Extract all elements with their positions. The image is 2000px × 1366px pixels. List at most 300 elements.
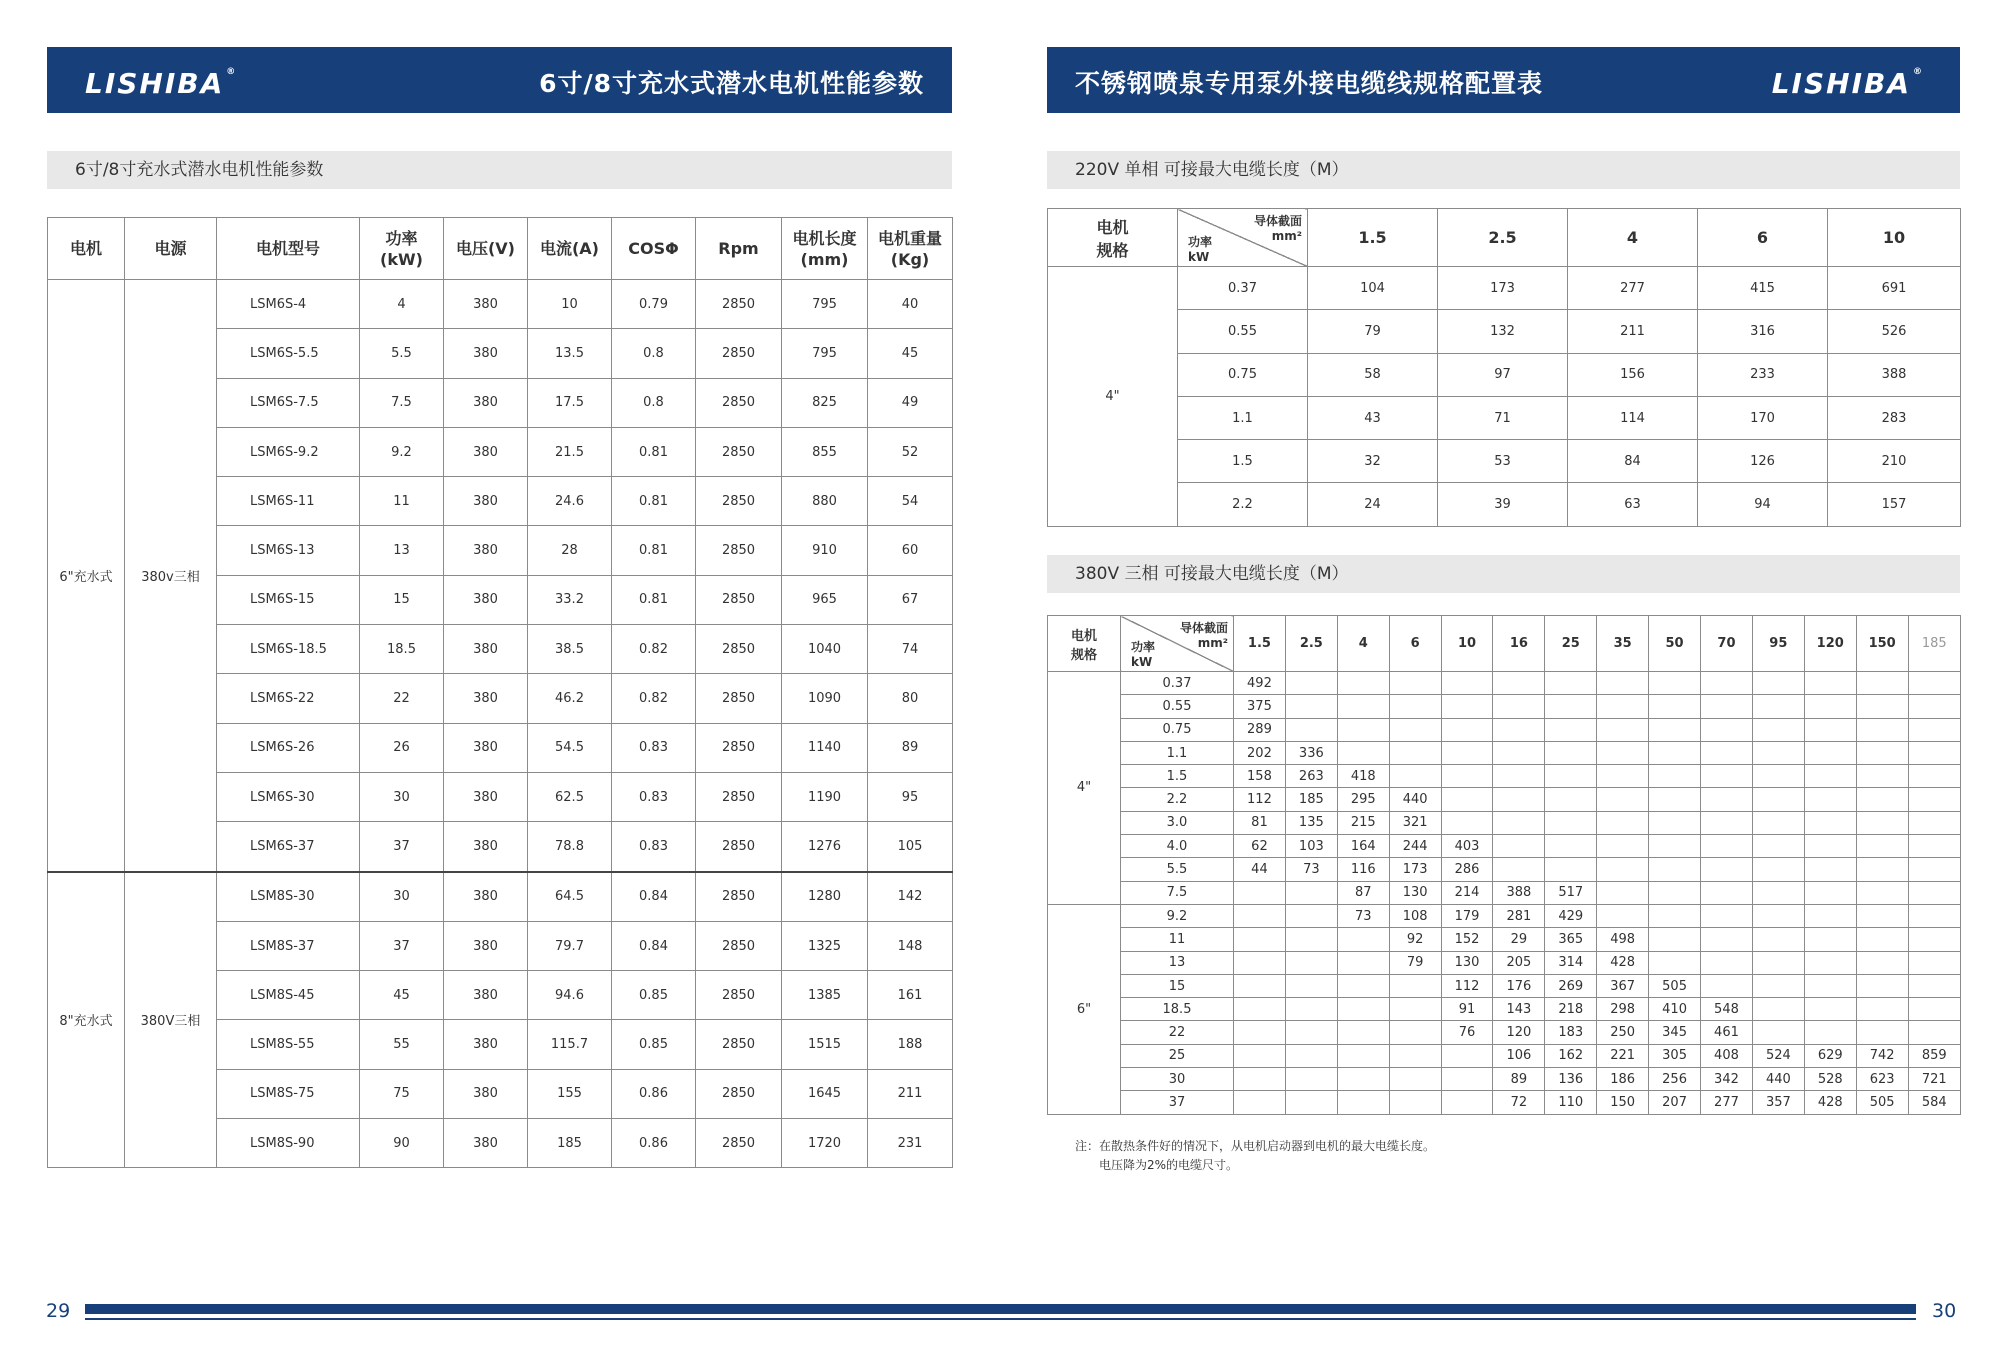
t380-power-cell: 9.2 — [1121, 904, 1234, 927]
t380-length-cell — [1441, 811, 1493, 834]
t380-length-cell: 81 — [1234, 811, 1286, 834]
t380-length-cell — [1856, 765, 1908, 788]
t380-length-cell — [1649, 928, 1701, 951]
cell-power: 30 — [360, 772, 444, 821]
t380-length-cell: 286 — [1441, 858, 1493, 881]
t380-length-cell: 440 — [1389, 788, 1441, 811]
cell-rpm: 2850 — [696, 1119, 782, 1168]
t380-length-cell: 215 — [1337, 811, 1389, 834]
t380-length-cell — [1597, 788, 1649, 811]
motor-type-cell: 8"充水式 — [48, 872, 125, 1168]
t380-length-cell: 108 — [1389, 904, 1441, 927]
t380-length-cell — [1337, 1044, 1389, 1067]
t380-length-cell: 164 — [1337, 835, 1389, 858]
cell-rpm: 2850 — [696, 1020, 782, 1069]
cell-cos: 0.79 — [612, 280, 696, 329]
t380-length-cell — [1701, 858, 1753, 881]
cell-weight: 49 — [868, 378, 953, 427]
t380-length-cell — [1285, 672, 1337, 695]
t380-length-cell: 418 — [1337, 765, 1389, 788]
t380-length-cell — [1545, 788, 1597, 811]
t380-length-cell: 44 — [1234, 858, 1286, 881]
t380-length-cell — [1908, 998, 1960, 1021]
cell-length: 1280 — [782, 872, 868, 922]
cell-rpm: 2850 — [696, 329, 782, 378]
t380-length-cell — [1804, 858, 1856, 881]
cell-voltage: 380 — [444, 575, 528, 624]
t380-length-cell: 461 — [1701, 1021, 1753, 1044]
t380-length-cell — [1701, 881, 1753, 904]
t220-length-cell: 283 — [1828, 396, 1961, 439]
t380-length-cell — [1285, 695, 1337, 718]
t380-length-cell — [1597, 858, 1649, 881]
t380-length-cell — [1441, 672, 1493, 695]
t380-length-cell — [1493, 672, 1545, 695]
table-row — [48, 872, 953, 922]
cell-cos: 0.81 — [612, 575, 696, 624]
cell-model: LSM8S-30 — [217, 872, 360, 922]
t220-length-cell: 63 — [1568, 483, 1698, 526]
t220-corner-header — [1178, 209, 1308, 267]
t380-power-cell: 4.0 — [1121, 835, 1234, 858]
t380-length-cell: 205 — [1493, 951, 1545, 974]
t380-length-cell — [1804, 998, 1856, 1021]
t380-length-cell — [1752, 951, 1804, 974]
t380-length-cell: 295 — [1337, 788, 1389, 811]
cell-current: 33.2 — [528, 575, 612, 624]
cell-current: 115.7 — [528, 1020, 612, 1069]
cell-length: 1515 — [782, 1020, 868, 1069]
cell-voltage: 380 — [444, 1069, 528, 1118]
t380-length-cell — [1804, 904, 1856, 927]
cell-voltage: 380 — [444, 674, 528, 723]
t380-length-cell — [1752, 904, 1804, 927]
t220-length-cell: 97 — [1438, 353, 1568, 396]
t380-length-cell — [1752, 881, 1804, 904]
left-title-banner — [47, 47, 952, 113]
t380-length-cell — [1545, 835, 1597, 858]
cell-voltage: 380 — [444, 280, 528, 329]
t220-row — [1048, 353, 1961, 396]
t380-length-cell — [1285, 718, 1337, 741]
t380-length-cell — [1649, 811, 1701, 834]
t380-length-cell — [1337, 1091, 1389, 1114]
t380-size-header: 120 — [1804, 616, 1856, 672]
t380-length-cell — [1597, 718, 1649, 741]
t380-length-cell — [1649, 788, 1701, 811]
t380-length-cell: 92 — [1389, 928, 1441, 951]
t380-length-cell — [1441, 788, 1493, 811]
cell-cos: 0.84 — [612, 921, 696, 970]
t380-length-cell: 289 — [1234, 718, 1286, 741]
t380-length-cell — [1234, 1021, 1286, 1044]
cell-model: LSM8S-37 — [217, 921, 360, 970]
header-power: 功率 (kW) — [360, 218, 444, 280]
t380-length-cell: 176 — [1493, 974, 1545, 997]
t380-length-cell — [1856, 858, 1908, 881]
cell-rpm: 2850 — [696, 625, 782, 674]
t220-length-cell: 126 — [1698, 440, 1828, 483]
t380-motor-cell: 4" — [1048, 672, 1121, 905]
t220-length-cell: 32 — [1308, 440, 1438, 483]
t380-length-cell — [1804, 718, 1856, 741]
cell-rpm: 2850 — [696, 477, 782, 526]
t380-length-cell: 505 — [1649, 974, 1701, 997]
t380-length-cell — [1856, 811, 1908, 834]
t220-cross-section-label: 导体截面 mm² — [1253, 214, 1302, 243]
t380-length-cell — [1493, 811, 1545, 834]
cell-weight: 60 — [868, 526, 953, 575]
cell-cos: 0.82 — [612, 625, 696, 674]
t380-length-cell — [1908, 718, 1960, 741]
t380-size-header: 50 — [1649, 616, 1701, 672]
cell-weight: 89 — [868, 723, 953, 772]
t380-size-header: 185 — [1908, 616, 1960, 672]
t380-length-cell — [1701, 811, 1753, 834]
cable-380v-table — [1047, 615, 1961, 1115]
t380-length-cell: 162 — [1545, 1044, 1597, 1067]
t220-power-cell: 2.2 — [1178, 483, 1308, 526]
cell-voltage: 380 — [444, 378, 528, 427]
cell-length: 1276 — [782, 822, 868, 872]
t380-length-cell — [1545, 858, 1597, 881]
t380-length-cell: 281 — [1493, 904, 1545, 927]
t380-length-cell — [1234, 904, 1286, 927]
cell-power: 30 — [360, 872, 444, 922]
t380-row — [1048, 788, 1961, 811]
t380-length-cell — [1597, 835, 1649, 858]
t380-length-cell — [1752, 974, 1804, 997]
section-380v-heading: 380V 三相 可接最大电缆长度（M） — [1047, 555, 1960, 593]
t220-length-cell: 132 — [1438, 310, 1568, 353]
left-page-title: 6寸/8寸充水式潜水电机性能参数 — [539, 69, 924, 98]
cell-rpm: 2850 — [696, 822, 782, 872]
cell-rpm: 2850 — [696, 427, 782, 476]
t380-length-cell: 87 — [1337, 881, 1389, 904]
footnote — [1075, 1137, 1435, 1175]
t380-length-cell — [1701, 951, 1753, 974]
t380-length-cell — [1752, 998, 1804, 1021]
cell-voltage: 380 — [444, 872, 528, 922]
t380-length-cell — [1908, 765, 1960, 788]
cell-model: LSM6S-4 — [217, 280, 360, 329]
cell-current: 64.5 — [528, 872, 612, 922]
t380-length-cell — [1856, 904, 1908, 927]
t380-length-cell — [1752, 858, 1804, 881]
t380-length-cell — [1856, 718, 1908, 741]
t380-length-cell — [1856, 998, 1908, 1021]
t380-length-cell — [1441, 1091, 1493, 1114]
t380-length-cell — [1649, 951, 1701, 974]
right-brand-logo: LISHIBA ® — [1771, 67, 1924, 100]
t380-length-cell — [1545, 811, 1597, 834]
t380-length-cell — [1234, 1044, 1286, 1067]
t380-row — [1048, 951, 1961, 974]
t380-length-cell — [1234, 974, 1286, 997]
cell-weight: 231 — [868, 1119, 953, 1168]
left-page-number: 29 — [46, 1300, 71, 1322]
t380-length-cell — [1597, 811, 1649, 834]
t220-length-cell: 71 — [1438, 396, 1568, 439]
cell-model: LSM6S-30 — [217, 772, 360, 821]
t380-length-cell — [1285, 904, 1337, 927]
t380-length-cell — [1701, 718, 1753, 741]
t380-length-cell: 120 — [1493, 1021, 1545, 1044]
cell-cos: 0.86 — [612, 1069, 696, 1118]
t220-length-cell: 173 — [1438, 267, 1568, 310]
cell-power: 9.2 — [360, 427, 444, 476]
cell-power: 7.5 — [360, 378, 444, 427]
t220-row — [1048, 483, 1961, 526]
cell-weight: 142 — [868, 872, 953, 922]
cell-model: LSM8S-45 — [217, 971, 360, 1020]
t380-length-cell — [1493, 765, 1545, 788]
t380-length-cell — [1493, 718, 1545, 741]
t380-length-cell: 505 — [1856, 1091, 1908, 1114]
footnote-line-2: 电压降为2%的电缆尺寸。 — [1099, 1158, 1239, 1172]
cell-voltage: 380 — [444, 477, 528, 526]
cell-model: LSM8S-75 — [217, 1069, 360, 1118]
t380-length-cell — [1389, 741, 1441, 764]
cell-rpm: 2850 — [696, 971, 782, 1020]
t380-power-cell: 1.5 — [1121, 765, 1234, 788]
t220-length-cell: 526 — [1828, 310, 1961, 353]
t220-length-cell: 157 — [1828, 483, 1961, 526]
t380-row — [1048, 1068, 1961, 1091]
cell-current: 28 — [528, 526, 612, 575]
right-page-title: 不锈钢喷泉专用泵外接电缆线规格配置表 — [1075, 69, 1544, 98]
cell-model: LSM6S-18.5 — [217, 625, 360, 674]
header-motor: 电机 — [48, 218, 125, 280]
t380-length-cell: 152 — [1441, 928, 1493, 951]
t380-power-cell: 22 — [1121, 1021, 1234, 1044]
t380-length-cell — [1337, 951, 1389, 974]
cell-length: 795 — [782, 280, 868, 329]
t220-motor-cell: 4" — [1048, 267, 1178, 527]
cell-rpm: 2850 — [696, 921, 782, 970]
t380-length-cell — [1908, 951, 1960, 974]
t380-length-cell — [1389, 695, 1441, 718]
t380-length-cell — [1649, 765, 1701, 788]
t380-length-cell: 365 — [1545, 928, 1597, 951]
t380-header-row — [1048, 616, 1961, 672]
t380-length-cell: 91 — [1441, 998, 1493, 1021]
cell-rpm: 2850 — [696, 575, 782, 624]
cell-current: 46.2 — [528, 674, 612, 723]
t380-length-cell — [1441, 718, 1493, 741]
t380-length-cell — [1234, 881, 1286, 904]
t380-length-cell: 336 — [1285, 741, 1337, 764]
t380-length-cell — [1234, 1068, 1286, 1091]
t380-length-cell — [1908, 741, 1960, 764]
cell-cos: 0.8 — [612, 329, 696, 378]
cell-model: LSM8S-55 — [217, 1020, 360, 1069]
t220-length-cell: 39 — [1438, 483, 1568, 526]
t380-length-cell — [1856, 741, 1908, 764]
cell-length: 1040 — [782, 625, 868, 674]
cell-length: 1190 — [782, 772, 868, 821]
t380-length-cell — [1752, 928, 1804, 951]
t380-length-cell: 367 — [1597, 974, 1649, 997]
t380-length-cell — [1908, 788, 1960, 811]
t380-length-cell: 428 — [1597, 951, 1649, 974]
t380-length-cell — [1856, 974, 1908, 997]
t380-motor-cell: 6" — [1048, 904, 1121, 1114]
t380-length-cell — [1234, 1091, 1286, 1114]
t380-length-cell — [1389, 974, 1441, 997]
cell-current: 62.5 — [528, 772, 612, 821]
t220-length-cell: 316 — [1698, 310, 1828, 353]
t380-size-header: 16 — [1493, 616, 1545, 672]
t380-power-cell: 5.5 — [1121, 858, 1234, 881]
cell-current: 54.5 — [528, 723, 612, 772]
t380-length-cell — [1441, 1044, 1493, 1067]
t380-length-cell: 629 — [1804, 1044, 1856, 1067]
t220-length-cell: 691 — [1828, 267, 1961, 310]
t380-length-cell — [1908, 672, 1960, 695]
t380-row — [1048, 765, 1961, 788]
t380-length-cell — [1441, 1068, 1493, 1091]
cell-rpm: 2850 — [696, 1069, 782, 1118]
t380-length-cell — [1752, 788, 1804, 811]
t380-length-cell — [1285, 1021, 1337, 1044]
t380-length-cell: 62 — [1234, 835, 1286, 858]
cell-weight: 52 — [868, 427, 953, 476]
t380-length-cell — [1701, 741, 1753, 764]
cell-weight: 54 — [868, 477, 953, 526]
t380-length-cell: 524 — [1752, 1044, 1804, 1067]
t220-length-cell: 114 — [1568, 396, 1698, 439]
header-weight: 电机重量 (Kg) — [868, 218, 953, 280]
t380-length-cell — [1285, 951, 1337, 974]
cell-cos: 0.8 — [612, 378, 696, 427]
t380-length-cell: 179 — [1441, 904, 1493, 927]
t380-row — [1048, 928, 1961, 951]
t380-length-cell — [1856, 672, 1908, 695]
cell-weight: 74 — [868, 625, 953, 674]
cell-weight: 80 — [868, 674, 953, 723]
t220-row — [1048, 310, 1961, 353]
t220-size-header: 10 — [1828, 209, 1961, 267]
footer-thin-line — [85, 1318, 1916, 1320]
cell-weight: 45 — [868, 329, 953, 378]
t220-power-cell: 0.75 — [1178, 353, 1308, 396]
t380-length-cell — [1804, 951, 1856, 974]
t380-length-cell: 185 — [1285, 788, 1337, 811]
t380-length-cell — [1908, 881, 1960, 904]
t380-length-cell — [1545, 741, 1597, 764]
t380-length-cell — [1597, 904, 1649, 927]
header-cos: COSΦ — [612, 218, 696, 280]
t380-size-header: 4 — [1337, 616, 1389, 672]
t380-length-cell — [1337, 1021, 1389, 1044]
cell-length: 965 — [782, 575, 868, 624]
cell-cos: 0.86 — [612, 1119, 696, 1168]
t380-length-cell: 584 — [1908, 1091, 1960, 1114]
t380-length-cell — [1285, 881, 1337, 904]
t380-length-cell: 298 — [1597, 998, 1649, 1021]
t380-length-cell: 244 — [1389, 835, 1441, 858]
footnote-line-1: 注：在散热条件好的情况下，从电机启动器到电机的最大电缆长度。 — [1075, 1139, 1436, 1153]
t380-length-cell — [1545, 718, 1597, 741]
t380-length-cell: 528 — [1804, 1068, 1856, 1091]
t380-length-cell: 256 — [1649, 1068, 1701, 1091]
t380-row — [1048, 904, 1961, 927]
t380-length-cell — [1908, 904, 1960, 927]
t380-length-cell: 150 — [1597, 1091, 1649, 1114]
t380-length-cell — [1701, 788, 1753, 811]
header-voltage: 电压(V) — [444, 218, 528, 280]
motor-type-cell: 6"充水式 — [48, 280, 125, 872]
t380-length-cell: 207 — [1649, 1091, 1701, 1114]
footer-bar — [85, 1304, 1916, 1314]
cell-weight: 211 — [868, 1069, 953, 1118]
cell-cos: 0.81 — [612, 477, 696, 526]
t380-size-header: 25 — [1545, 616, 1597, 672]
cell-cos: 0.83 — [612, 723, 696, 772]
t380-length-cell — [1804, 881, 1856, 904]
t380-length-cell — [1441, 741, 1493, 764]
t380-power-cell: 15 — [1121, 974, 1234, 997]
cell-power: 55 — [360, 1020, 444, 1069]
t380-power-cell: 25 — [1121, 1044, 1234, 1067]
t380-length-cell — [1804, 788, 1856, 811]
cell-power: 22 — [360, 674, 444, 723]
t380-length-cell: 408 — [1701, 1044, 1753, 1067]
cell-current: 17.5 — [528, 378, 612, 427]
t380-length-cell — [1337, 695, 1389, 718]
t380-length-cell — [1649, 718, 1701, 741]
cell-length: 1140 — [782, 723, 868, 772]
t380-size-header: 1.5 — [1234, 616, 1286, 672]
cell-length: 1325 — [782, 921, 868, 970]
t380-length-cell — [1752, 835, 1804, 858]
t220-power-cell: 0.55 — [1178, 310, 1308, 353]
t380-row — [1048, 835, 1961, 858]
t380-length-cell — [1752, 695, 1804, 718]
cell-voltage: 380 — [444, 329, 528, 378]
t380-length-cell: 214 — [1441, 881, 1493, 904]
t380-length-cell — [1389, 672, 1441, 695]
cell-current: 155 — [528, 1069, 612, 1118]
cell-voltage: 380 — [444, 625, 528, 674]
cell-length: 880 — [782, 477, 868, 526]
t380-length-cell — [1804, 835, 1856, 858]
cell-power: 18.5 — [360, 625, 444, 674]
t220-length-cell: 58 — [1308, 353, 1438, 396]
t380-length-cell — [1649, 741, 1701, 764]
t380-length-cell — [1649, 858, 1701, 881]
t380-length-cell — [1597, 672, 1649, 695]
t380-length-cell — [1597, 741, 1649, 764]
t380-length-cell — [1649, 695, 1701, 718]
t380-power-cell: 18.5 — [1121, 998, 1234, 1021]
t380-length-cell: 440 — [1752, 1068, 1804, 1091]
t380-length-cell: 136 — [1545, 1068, 1597, 1091]
t380-length-cell — [1234, 998, 1286, 1021]
t380-length-cell — [1856, 951, 1908, 974]
t380-length-cell — [1285, 998, 1337, 1021]
t380-length-cell: 314 — [1545, 951, 1597, 974]
cell-model: LSM6S-7.5 — [217, 378, 360, 427]
header-current: 电流(A) — [528, 218, 612, 280]
t380-length-cell: 859 — [1908, 1044, 1960, 1067]
t380-length-cell: 103 — [1285, 835, 1337, 858]
t380-size-header: 2.5 — [1285, 616, 1337, 672]
cell-weight: 95 — [868, 772, 953, 821]
cell-current: 185 — [528, 1119, 612, 1168]
section-220v-heading: 220V 单相 可接最大电缆长度（M） — [1047, 151, 1960, 189]
